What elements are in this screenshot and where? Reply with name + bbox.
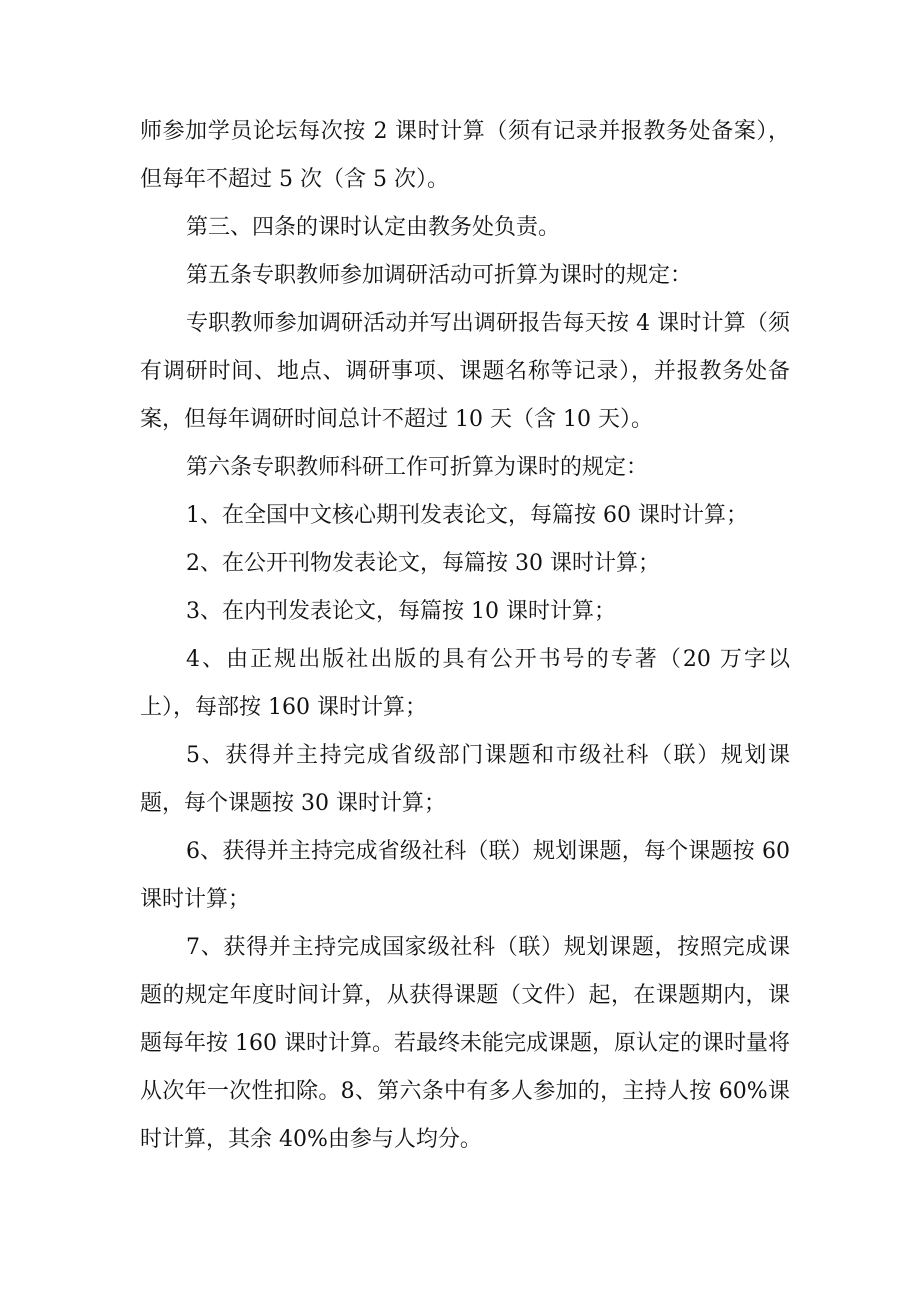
paragraph-item-2-public-journal: 2、在公开刊物发表论文，每篇按 30 课时计算； bbox=[186, 551, 660, 576]
paragraph-forum-hours: 师参加学员论坛每次按 2 课时计算（须有记录并报教务处备案），但每年不超过 5 次（含 5 次）。 bbox=[140, 119, 790, 192]
paragraph-item-4-monograph: 4、由正规出版社出版的具有公开书号的专著（20 万字以上），每部按 160 课时计算； bbox=[140, 647, 790, 720]
paragraph-item-1-core-journal: 1、在全国中文核心期刊发表论文，每篇按 60 课时计算； bbox=[186, 503, 748, 528]
paragraph-article-3-4-responsibility: 第三、四条的课时认定由教务处负责。 bbox=[186, 215, 561, 240]
paragraph-item-7-national-project: 7、获得并主持完成国家级社科（联）规划课题，按照完成课题的规定年度时间计算，从获得课题（文件）起，在课题期内，课题每年按 160 课时计算。若最终未能完成课题，原认定的课时量将从次年一次性扣除。8、第六条中有多人参加的，主持人按 60%课时计算，其余 40%由参与人均分。 bbox=[140, 935, 790, 1152]
paragraph-article-5-research-visits: 专职教师参加调研活动并写出调研报告每天按 4 课时计算（须有调研时间、地点、调研事项、课题名称等记录），并报教务处备案，但每年调研时间总计不超过 10 天（含 10 天）。 bbox=[140, 311, 790, 432]
paragraph-item-5-provincial-municipal-project: 5、获得并主持完成省级部门课题和市级社科（联）规划课题，每个课题按 30 课时计算； bbox=[140, 743, 790, 816]
paragraph-article-5-heading: 第五条专职教师参加调研活动可折算为课时的规定： bbox=[186, 263, 693, 288]
document-page bbox=[140, 108, 790, 1164]
paragraph-item-3-internal-journal: 3、在内刊发表论文，每篇按 10 课时计算； bbox=[186, 599, 616, 624]
paragraph-article-6-heading: 第六条专职教师科研工作可折算为课时的规定： bbox=[186, 455, 649, 480]
paragraph-item-6-provincial-project: 6、获得并主持完成省级社科（联）规划课题，每个课题按 60 课时计算； bbox=[140, 839, 790, 912]
